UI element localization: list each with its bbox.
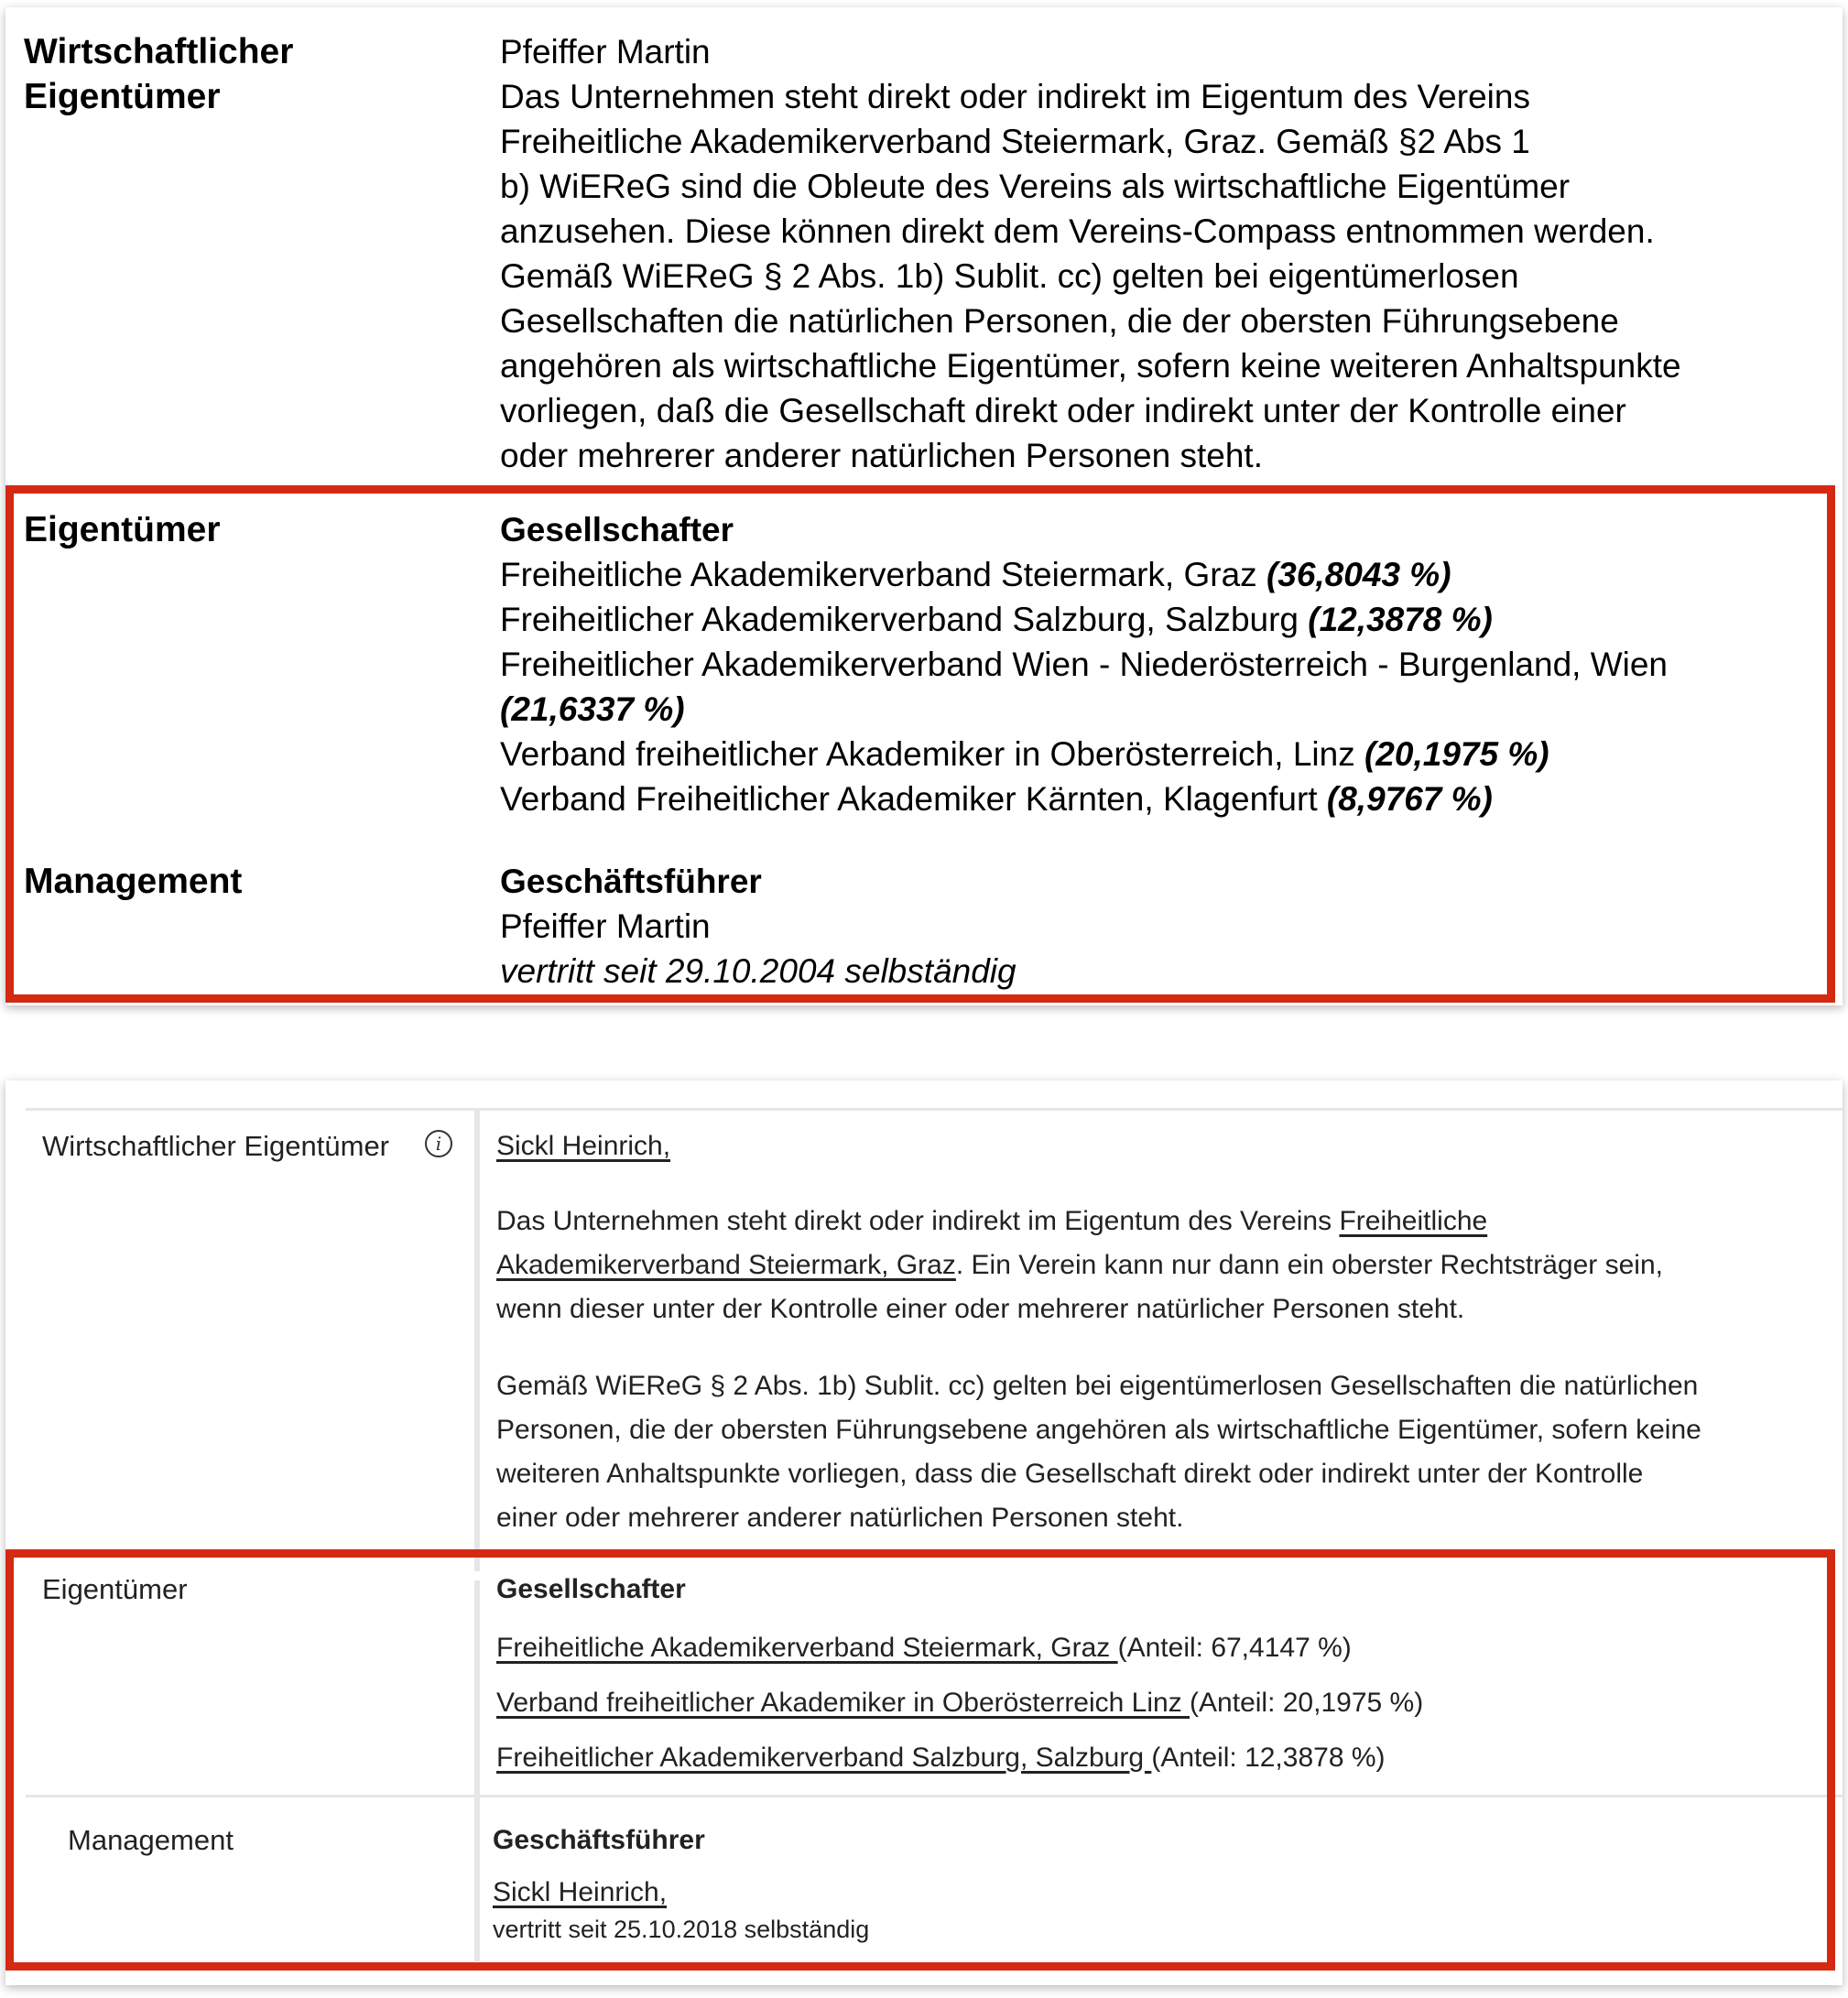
owner-item: [496, 1621, 1824, 1676]
column-divider: [474, 1580, 480, 1961]
management-heading: Geschäftsführer: [493, 1825, 705, 1855]
paragraph-line: [496, 1200, 1824, 1243]
beneficial-owner-link[interactable]: Sickl Heinrich,: [496, 1131, 671, 1161]
paragraph-line: einer oder mehrerer anderer natürlichen Personen steht.: [496, 1503, 1184, 1533]
owner-share: (36,8043 %): [1266, 556, 1451, 593]
beneficial-owner-text-line: Gesellschaften die natürlichen Personen, die der obersten Führungsebene: [500, 302, 1619, 340]
beneficial-owner-name-line: [496, 1124, 1824, 1168]
owner-share: (Anteil: 67,4147 %): [1117, 1633, 1352, 1663]
association-link[interactable]: Akademikerverband Steiermark, Graz: [496, 1250, 956, 1280]
paragraph-line: Personen, die der obersten Führungsebene angehören als wirtschaftliche Eigentümer, sofern keine: [496, 1415, 1701, 1445]
beneficial-owner-content: [500, 29, 1819, 478]
owner-link[interactable]: Freiheitlicher Akademikerverband Salzburg, Salzburg: [496, 1743, 1152, 1773]
manager-link[interactable]: Sickl Heinrich,: [493, 1877, 668, 1907]
owner-name: Freiheitlicher Akademikerverband Salzburg, Salzburg: [500, 601, 1299, 638]
owner-name: Verband Freiheitlicher Akademiker Kärnten, Klagenfurt: [500, 780, 1318, 818]
association-link[interactable]: Freiheitliche: [1339, 1206, 1488, 1236]
owner-name: Freiheitliche Akademikerverband Steiermark, Graz: [500, 556, 1257, 593]
owner-item: [500, 642, 1819, 687]
column-divider: [474, 1108, 480, 1571]
management-heading: Geschäftsführer: [500, 863, 762, 900]
owner-item: [496, 1731, 1824, 1786]
owner-item: [500, 552, 1819, 597]
owners-content: [496, 1568, 1824, 1786]
paragraph-line: [496, 1243, 1824, 1287]
manager-note: vertritt seit 25.10.2018 selbständig: [493, 1916, 870, 1943]
beneficial-owner-text-line: angehören als wirtschaftliche Eigentümer, sofern keine weiteren Anhaltspunkte: [500, 347, 1681, 385]
row-divider: [26, 1108, 1843, 1111]
owner-link[interactable]: Verband freiheitlicher Akademiker in Oberösterreich Linz: [496, 1688, 1190, 1718]
paragraph-text: . Ein Verein kann nur dann ein oberster Rechtsträger sein,: [955, 1250, 1663, 1280]
paragraph-line: wenn dieser unter der Kontrolle einer oder mehrerer natürlicher Personen steht.: [496, 1294, 1465, 1324]
beneficial-owner-text-line: oder mehrerer anderer natürlichen Personen steht.: [500, 437, 1263, 474]
beneficial-owner-text-line: anzusehen. Diese können direkt dem Vereins-Compass entnommen werden.: [500, 212, 1655, 250]
management-label: Management: [68, 1824, 234, 1856]
owners-label: Eigentümer: [24, 510, 221, 549]
owners-content: [500, 507, 1819, 821]
owners-label: Eigentümer: [42, 1573, 188, 1605]
owner-share: (20,1975 %): [1364, 735, 1549, 773]
beneficial-owner-text-line: vorliegen, daß die Gesellschaft direkt oder indirekt unter der Kontrolle einer: [500, 392, 1626, 429]
beneficial-owner-text-line: b) WiEReG sind die Obleute des Vereins als wirtschaftliche Eigentümer: [500, 168, 1571, 205]
manager-name-line: [493, 1872, 1821, 1914]
info-icon[interactable]: i: [425, 1130, 452, 1157]
owner-item: [500, 597, 1819, 642]
paragraph-text: Das Unternehmen steht direkt oder indirekt im Eigentum des Vereins: [496, 1206, 1340, 1236]
beneficial-owner-text-line: Freiheitliche Akademikerverband Steiermark, Graz. Gemäß §2 Abs 1: [500, 123, 1530, 160]
owner-share: (Anteil: 20,1975 %): [1190, 1688, 1424, 1718]
beneficial-owner-label: Wirtschaftlicher Eigentümer: [42, 1130, 390, 1162]
management-content: [500, 859, 1819, 994]
owner-name: Freiheitlicher Akademikerverband Wien - Niederösterreich - Burgenland, Wien: [500, 646, 1669, 683]
owner-item: [496, 1676, 1824, 1731]
owner-link[interactable]: Freiheitliche Akademikerverband Steiermark, Graz: [496, 1633, 1118, 1663]
beneficial-owner-content: [496, 1124, 1824, 1168]
register-excerpt-old: [5, 7, 1843, 1005]
owners-heading: Gesellschafter: [496, 1574, 686, 1604]
register-excerpt-new: [5, 1080, 1843, 1985]
beneficial-owner-text-line: Das Unternehmen steht direkt oder indirekt im Eigentum des Vereins: [500, 78, 1530, 115]
owner-item: [500, 732, 1819, 776]
owner-name: Verband freiheitlicher Akademiker in Oberösterreich, Linz: [500, 735, 1355, 773]
owner-share: (Anteil: 12,3878 %): [1151, 1743, 1386, 1773]
manager-note: vertritt seit 29.10.2004 selbständig: [500, 952, 1016, 990]
beneficial-owner-name: Pfeiffer Martin: [500, 33, 711, 71]
owners-heading: Gesellschafter: [500, 511, 734, 548]
owner-share: (21,6337 %): [500, 690, 685, 728]
row-divider: [26, 1795, 1843, 1797]
management-label: Management: [24, 862, 243, 901]
paragraph-line: weiteren Anhaltspunkte vorliegen, dass die Gesellschaft direkt oder indirekt unter der Kontrolle: [496, 1459, 1644, 1489]
paragraph-line: Gemäß WiEReG § 2 Abs. 1b) Sublit. cc) gelten bei eigentümerlosen Gesellschaften die natürlichen: [496, 1371, 1699, 1401]
beneficial-owner-paragraph-1: [496, 1200, 1824, 1331]
beneficial-owner-text-line: Gemäß WiEReG § 2 Abs. 1b) Sublit. cc) gelten bei eigentümerlosen: [500, 257, 1519, 295]
owner-share: (12,3878 %): [1308, 601, 1493, 638]
management-content: [493, 1819, 1821, 1945]
beneficial-owner-paragraph-2: [496, 1364, 1824, 1540]
owner-share: (8,9767 %): [1326, 780, 1493, 818]
beneficial-owner-label: Wirtschaftlicher Eigentümer: [24, 32, 294, 116]
manager-name: Pfeiffer Martin: [500, 907, 711, 945]
owner-item: [500, 776, 1819, 821]
